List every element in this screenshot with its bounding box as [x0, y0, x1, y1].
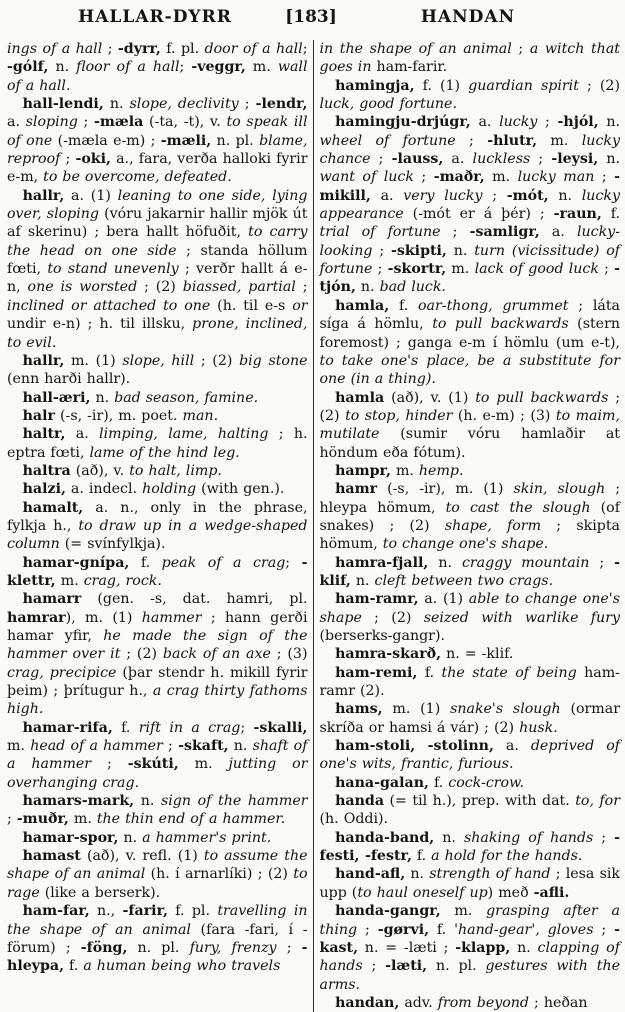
dictionary-entry: hamar-gnípa, f. peak of a crag; -klettr, m. crag, rock.	[7, 554, 308, 589]
dictionary-entry: ham-far, n., -farir, f. pl. travelling in the shape of an animal (fara -fari, í -förum) ; -föng, n. pl. fury, frenzy ; -hleypa, f. a human being who travels	[7, 903, 308, 975]
dictionary-entry: hamla (að), v. (1) to pull backwards ; (2) to stop, hinder (h. e-m) ; (3) to maim, mutilate (sumir vóru hamlaðir at höndum eða fótum).	[319, 389, 621, 461]
dictionary-entry: ham-remi, f. the state of being ham-ramr (2).	[319, 664, 620, 700]
page-number: [183]	[285, 7, 337, 27]
dictionary-entry: handan, adv. from beyond ; heðan	[335, 994, 588, 1011]
left-column	[7, 40, 313, 1012]
dictionary-entry: hallr, a. (1) leaning to one side, lying over, sloping (vóru jakarnir hallir mjök út af skerinu) ; bera hallt höfuðit, to carry the head on one side ; standa höllum fœti, to stand unevenly ; verðr hallt á e-n, one is worsted ; (2) biassed, partial ; inclined or attached to one (h. til e-s or undir e-n) ; h. til illsku, prone, inclined, to evil.	[7, 187, 308, 351]
dictionary-entry: hallr, m. (1) slope, hill ; (2) big stone (enn harði hallr).	[7, 352, 308, 388]
dictionary-entry: hamars-mark, n. sign of the hammer ; -muðr, m. the thin end of a hammer.	[7, 793, 308, 828]
dictionary-entry: hamalt, a. n., only in the phrase, fylkja h., to draw up in a wedge-shaped column (= svínfylkja).	[7, 499, 308, 553]
dictionary-entry: hall-lendi, n. slope, declivity ; -lendr, a. sloping ; -mæla (-ta, -t), v. to speak ill of one (-mæla e-m) ; -mæli, n. pl. blame, reproof ; -oki, a., fara, verða halloki fyrir e-m, to be overcome, defeated.	[7, 96, 308, 186]
dictionary-entry: hams, m. (1) snake's slough (ormar skríða or hamsi á vár) ; (2) husk.	[319, 701, 621, 736]
dictionary-entry: handa (= til h.), prep. with dat. to, for (h. Oddi).	[319, 793, 620, 828]
dictionary-entry: hamra-skarð, n. = -klif.	[335, 646, 514, 663]
dictionary-entry: handa-band, n. shaking of hands ; -festi, -festr, f. a hold for the hands.	[319, 829, 621, 865]
dictionary-entry: ham-ramr, a. (1) able to change one's shape ; (2) seized with warlike fury (berserks-gangr).	[319, 591, 620, 644]
dictionary-entry: hamar-spor, n. a hammer's print.	[22, 829, 272, 846]
text-columns	[0, 37, 625, 1012]
dictionary-entry: hamra-fjall, n. craggy mountain ; -klif, n. cleft between two crags.	[319, 554, 620, 589]
dictionary-entry: halzi, a. indecl. holding (with gen.).	[22, 481, 285, 498]
dictionary-entry: hand-afl, n. strength of hand ; lesa sik upp (to haul oneself up) með -afli.	[319, 866, 620, 901]
dictionary-entry: haltr, a. limping, lame, halting ; h. eptra fœti, lame of the hind leg.	[7, 426, 308, 461]
entry-continuation: in the shape of an animal ; a witch that goes in ham-farir.	[319, 41, 620, 76]
dictionary-entry: hampr, m. hemp.	[335, 462, 464, 479]
dictionary-entry: hamingja, f. (1) guardian spirit ; (2) luck, good fortune.	[319, 77, 620, 113]
dictionary-entry: hana-galan, f. cock-crow.	[335, 774, 525, 791]
dictionary-entry: hamingju-drjúgr, a. lucky ; -hjól, n. wheel of fortune ; -hlutr, m. lucky chance ; -lauss, a. luckless ; -leysi, n. want of luck ; -maðr, m. lucky man ; -mikill, a. very lucky ; -mót, n. lucky appearance (-mót er á þér) ; -raun, f. trial of fortune ; -samligr, a. lucky-looking ; -skipti, n. turn (vicissitude) of fortune ; -skortr, m. lack of good luck ; -tjón, n. bad luck.	[319, 114, 621, 296]
dictionary-entry: handa-gangr, m. grasping after a thing ; -gørvi, f. 'hand-gear', gloves ; -kast, n. = -læti ; -klapp, n. clapping of hands ; -læti, n. pl. gestures with the arms.	[319, 903, 621, 993]
right-column	[313, 40, 621, 1012]
dictionary-entry: haltra (að), v. to halt, limp.	[22, 462, 222, 479]
guide-word-left: HALLAR-DYRR	[78, 7, 232, 27]
dictionary-entry: ham-stoli, -stolinn, a. deprived of one's wits, frantic, furious.	[319, 738, 620, 773]
dictionary-entry: hamla, f. oar-thong, grummet ; láta síga á hömlu, to pull backwards (stern foremost) ; ganga e-m í hömlu (um e-t), to take one's place, be a substitute for one (in a thing).	[319, 297, 620, 388]
guide-word-right: HANDAN	[420, 7, 516, 27]
dictionary-entry: hamr (-s, -ir), m. (1) skin, slough ; hleypa hömum, to cast the slough (of snakes) ; (2) shape, form ; skipta hömum, to change one's shape.	[319, 481, 620, 553]
dictionary-entry: hamarr (gen. -s, dat. hamri, pl. hamrar), m. (1) hammer ; hann gerði hamar yfir, he made the sign of the hammer over it ; (2) back of an axe ; (3) crag, precipice (þar stendr h. mikill fyrir þeim) ; þrítugur h., a crag thirty fathoms high.	[7, 591, 308, 718]
page-header	[0, 0, 625, 37]
dictionary-entry: hamast (að), v. refl. (1) to assume the shape of an animal (h. í arnarlíki) ; (2) to rage (like a berserk).	[7, 848, 308, 901]
dictionary-entry: halr (-s, -ir), m. poet. man.	[22, 407, 219, 424]
dictionary-entry: hall-æri, n. bad season, famine.	[22, 389, 259, 406]
entry-continuation: ings of a hall ; -dyrr, f. pl. door of a hall; -gólf, n. floor of a hall; -veggr, m. wall of a hall.	[7, 41, 308, 94]
dictionary-entry: hamar-rifa, f. rift in a crag; -skalli, m. head of a hammer ; -skaft, n. shaft of a hammer ; -skúti, m. jutting or overhanging crag.	[7, 719, 308, 791]
